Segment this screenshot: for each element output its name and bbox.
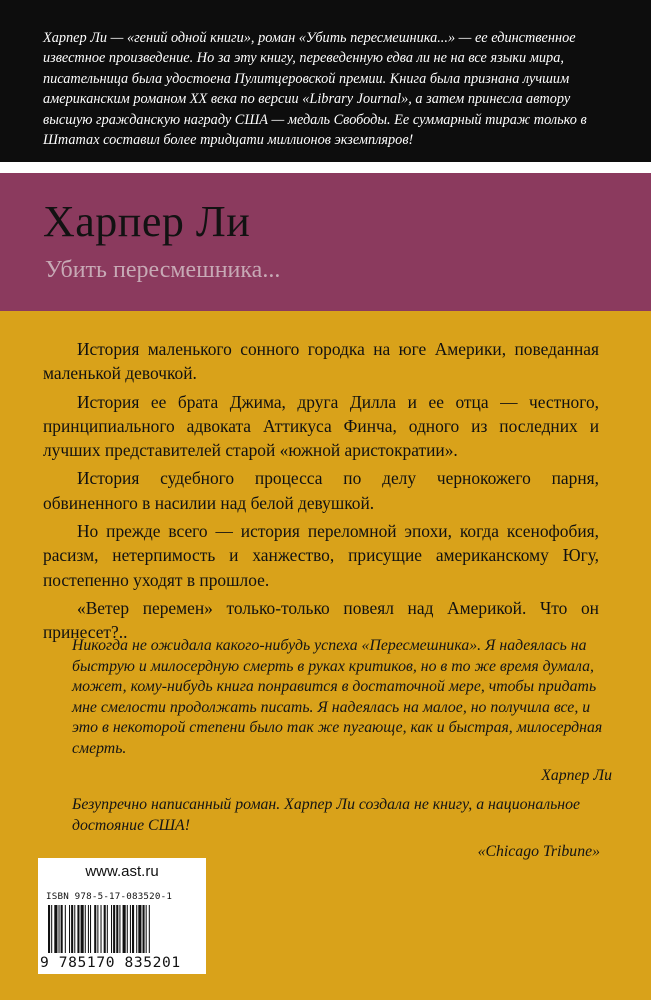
book-title: Убить пересмешника...	[45, 257, 281, 283]
header-blurb: Харпер Ли — «гений одной книги», роман «Убить пересмешника...» — ее единственное известное произведение. Но за эту книгу, переведенную едва ли не на все языки мира, писательница была удостоена Пулитцеровской премии. Книга была признана лучшим американским романом XX века по версии «Library Journal», а затем принесла автору высшую гражданскую награду США — медаль Свободы. Ее суммарный тираж только в Штатах составил более тридцати миллионов экземпляров!	[43, 30, 587, 149]
description-paragraph: Но прежде всего — история переломной эпохи, когда ксенофобия, расизм, нетерпимость и ханжество, присущие американскому Югу, постепенно уходят в прошлое.	[43, 521, 599, 590]
description-paragraph: «Ветер перемен» только-только повеял над Америкой. Что он принесет?..	[43, 597, 599, 643]
isbn-label: ISBN 978-5-17-083520-1	[46, 891, 173, 902]
press-quote-text: Безупречно написанный роман. Харпер Ли создала не книгу, а национальное достояние США!	[72, 796, 581, 834]
description-paragraph: История судебного процесса по делу чернокожего парня, обвиненного в насилии над белой девушкой.	[43, 468, 599, 513]
press-quote-attribution: «Chicago Tribune»	[477, 843, 600, 861]
author-name: Харпер Ли	[43, 197, 251, 246]
description-paragraph: История маленького сонного городка на юге Америки, поведанная маленькой девочкой.	[43, 339, 599, 384]
divider	[0, 162, 651, 173]
barcode-box	[38, 858, 206, 974]
description-paragraph: История ее брата Джима, друга Дилла и ее отца — честного, принципиального адвоката Аттикуса Финча, одного из последних и лучших представителей старой «южной аристократии».	[43, 391, 599, 461]
book-description	[43, 337, 599, 649]
author-quote-text: Никогда не ожидала какого-нибудь успеха «Пересмешника». Я надеялась на быструю и милосердную смерть в руках критиков, но в то же время думала, может, кому-нибудь книга понравится в достаточной мере, чтобы придать мне смелости продолжать писать. Я надеялась на малое, но получила все, и это в некоторой степени было так же пугающе, как и быстрая, милосердная смерть.	[72, 637, 603, 757]
publisher-website: www.ast.ru	[85, 863, 159, 880]
top-band	[0, 0, 651, 162]
barcode-image	[48, 905, 198, 953]
author-quote-attribution: Харпер Ли	[541, 766, 612, 784]
barcode-digits: 9 785170 835201	[40, 954, 181, 971]
press-quote	[72, 795, 600, 863]
author-quote	[72, 636, 612, 786]
